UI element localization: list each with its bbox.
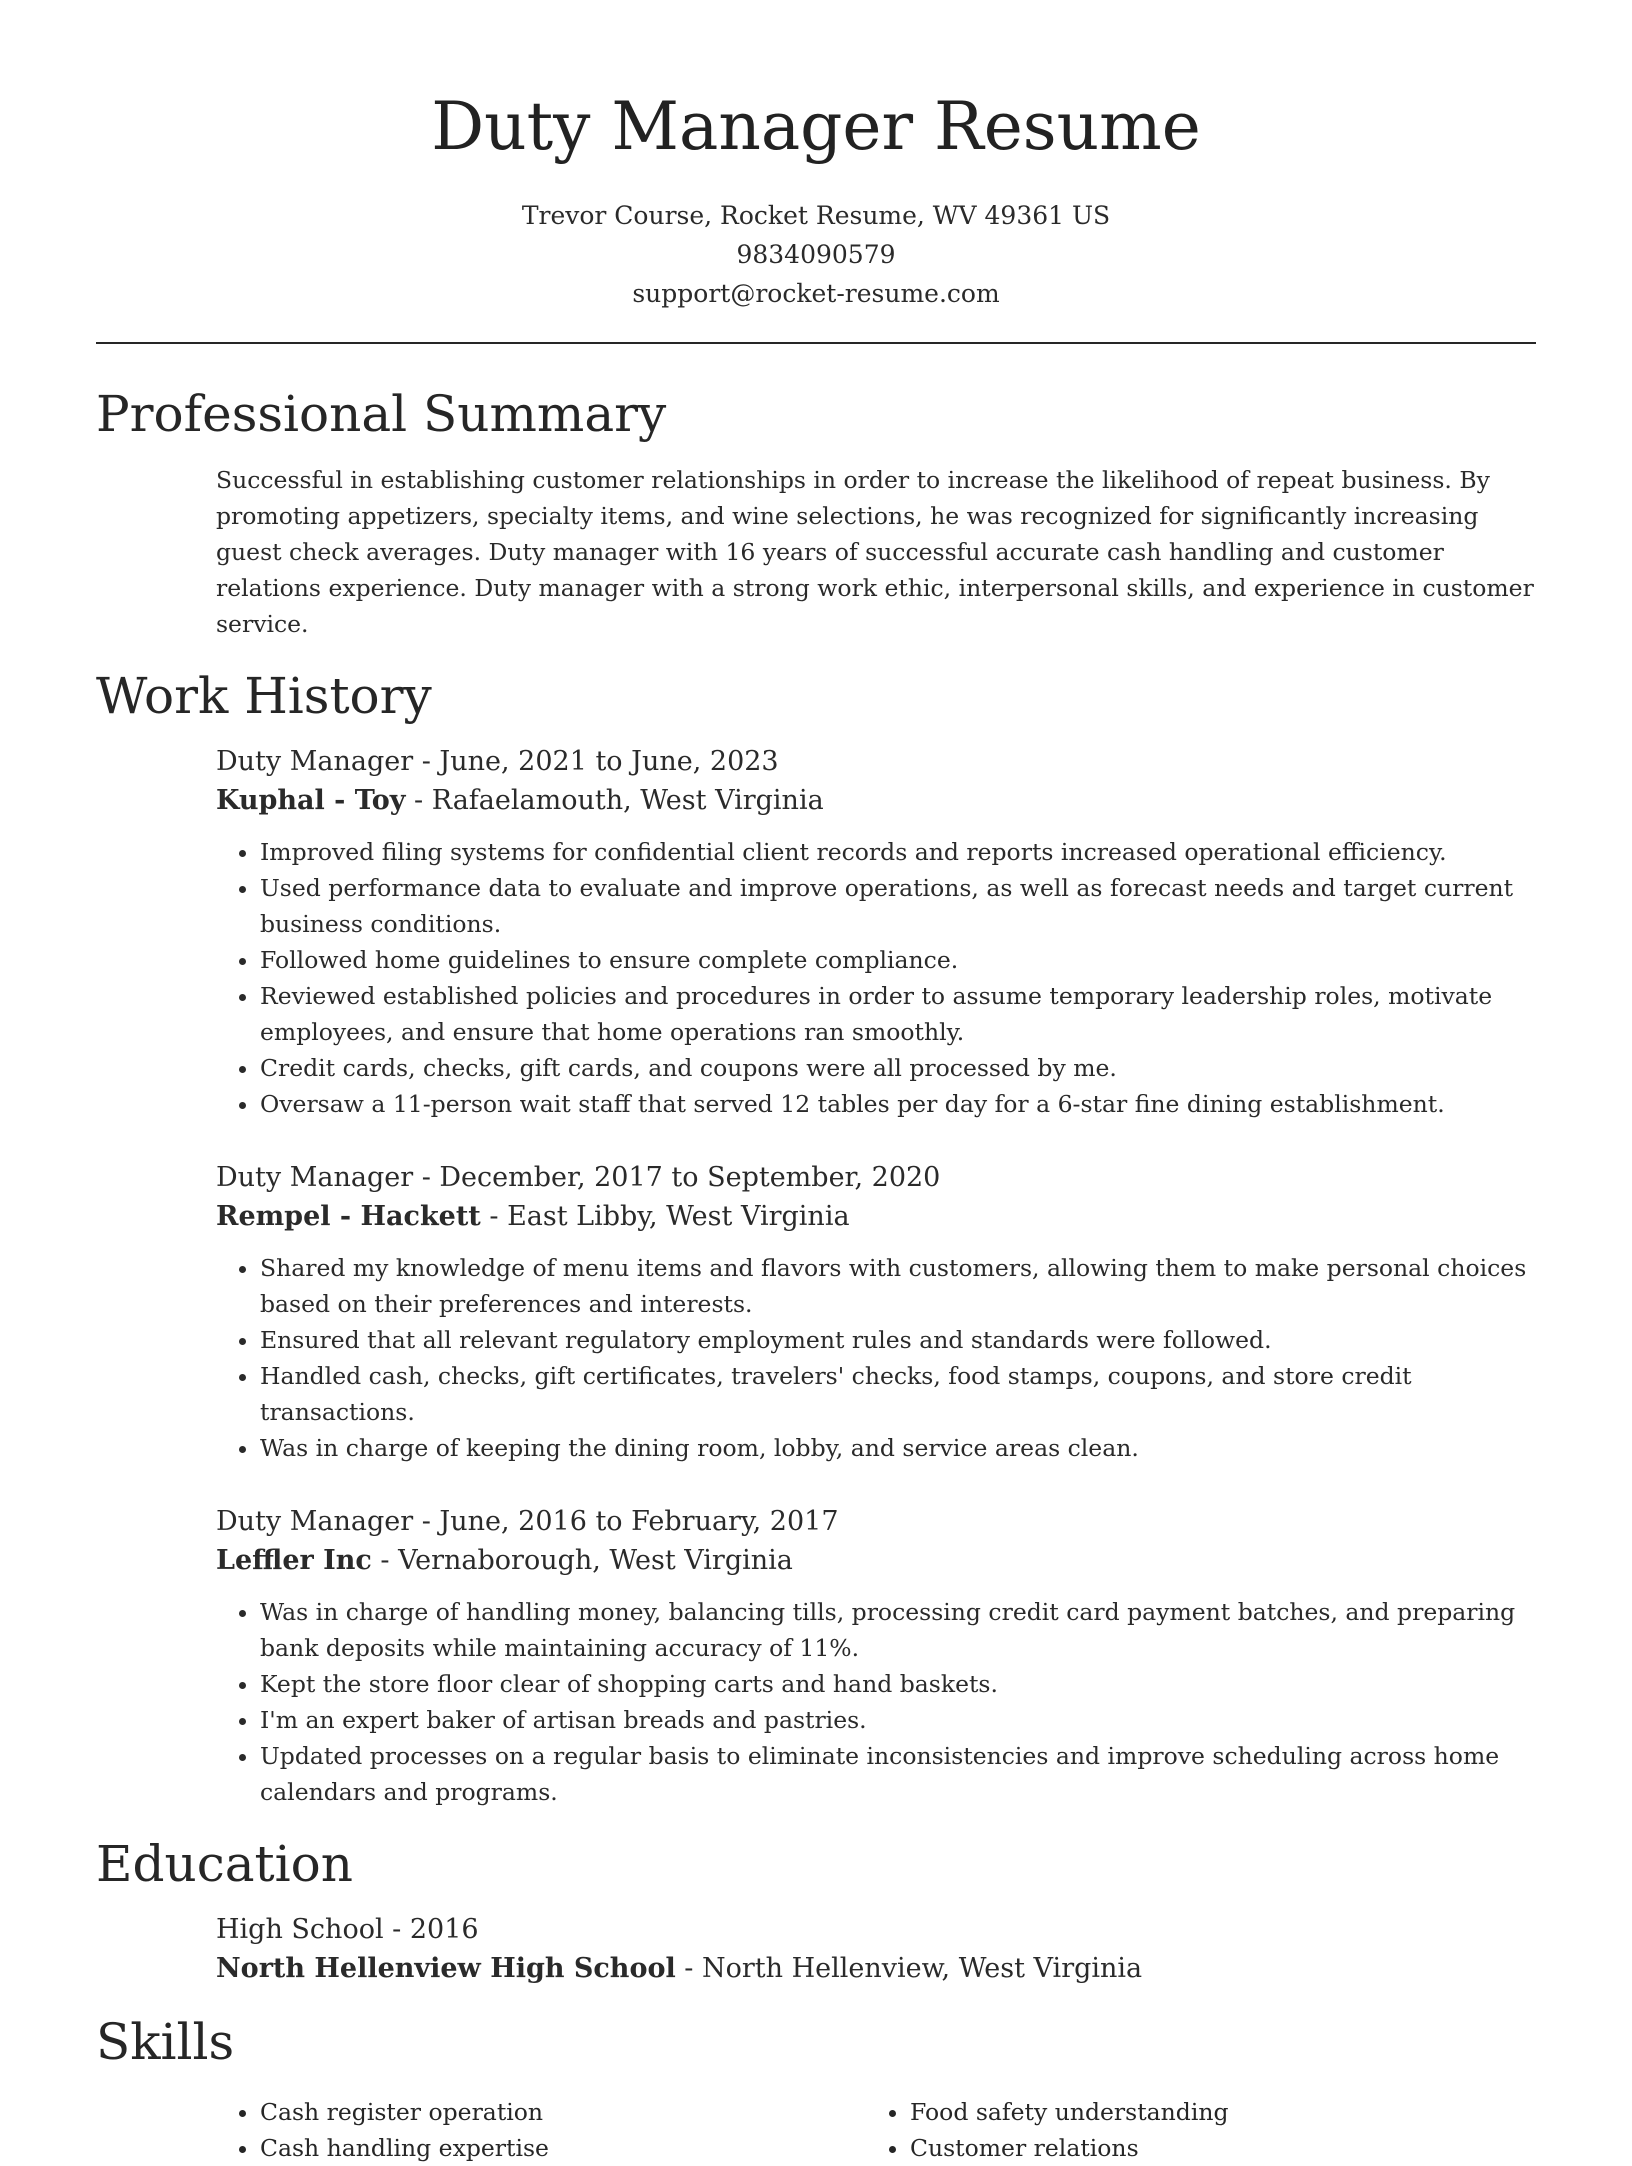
work-history-section	[96, 660, 1536, 1810]
job-bullet: • Ensured that all relevant regulatory employment rules and standards were followed.	[260, 1322, 1536, 1358]
job-bullets	[216, 1250, 1536, 1466]
job-bullet: • Handled cash, checks, gift certificates, travelers' checks, food stamps, coupons, and store credit transactions.	[260, 1358, 1536, 1430]
education-heading: Education	[96, 1835, 353, 1893]
summary-heading: Professional Summary	[96, 385, 667, 443]
job-title: Duty Manager	[216, 1162, 414, 1193]
job-dates: - June, 2016 to February, 2017	[413, 1506, 839, 1537]
job-bullets	[216, 834, 1536, 1122]
resume-title: Duty Manager Resume	[431, 88, 1201, 165]
job-company: Leffler Inc	[216, 1545, 372, 1576]
skill-item: • Food safety understanding	[910, 2094, 1516, 2130]
job-location: - East Libby, West Virginia	[480, 1201, 850, 1232]
job-bullets	[216, 1594, 1536, 1810]
job-location: - Rafaelamouth, West Virginia	[405, 785, 824, 816]
job-bullet: • Used performance data to evaluate and improve operations, as well as forecast needs and target current business conditions.	[260, 870, 1536, 942]
header-divider	[96, 342, 1536, 344]
job-bullet: • Improved filing systems for confidential client records and reports increased operational efficiency.	[260, 834, 1536, 870]
education-year: - 2016	[383, 1914, 479, 1945]
education-school-line	[216, 1949, 1536, 1988]
contact-block	[0, 196, 1632, 313]
skill-item: • Customer relations	[910, 2130, 1516, 2166]
job-company-line	[216, 781, 1536, 820]
skill-item: • Cash handling expertise	[260, 2130, 866, 2166]
job-title-line	[216, 1502, 1536, 1541]
job-dates: - December, 2017 to September, 2020	[413, 1162, 941, 1193]
job-company: Rempel - Hackett	[216, 1201, 481, 1232]
resume-content	[96, 378, 1536, 2166]
job-bullet: • Oversaw a 11-person wait staff that served 12 tables per day for a 6-star fine dining establishment.	[260, 1086, 1536, 1122]
summary-text: Successful in establishing customer relationships in order to increase the likelihood of repeat business. By promoting appetizers, specialty items, and wine selections, he was recognized for significantly increasing guest check averages. Duty manager with 16 years of successful accurate cash handling and customer relations experience. Duty manager with a strong work ethic, interpersonal skills, and experience in customer service.	[216, 466, 1534, 638]
job-company: Kuphal - Toy	[216, 785, 406, 816]
skills-heading: Skills	[96, 2013, 235, 2071]
job-bullet: • Followed home guidelines to ensure complete compliance.	[260, 942, 1536, 978]
job-company-line	[216, 1541, 1536, 1580]
resume-header	[0, 0, 1632, 313]
summary-section	[96, 378, 1536, 642]
job-dates: - June, 2021 to June, 2023	[413, 746, 779, 777]
job-bullet: • Updated processes on a regular basis to eliminate inconsistencies and improve scheduling across home calendars and programs.	[260, 1738, 1536, 1810]
job-entry	[216, 1158, 1536, 1466]
job-entry	[216, 1502, 1536, 1810]
job-bullet: • I'm an expert baker of artisan breads and pastries.	[260, 1702, 1536, 1738]
job-bullet: • Kept the store floor clear of shopping carts and hand baskets.	[260, 1666, 1536, 1702]
job-bullet: • Shared my knowledge of menu items and flavors with customers, allowing them to make personal choices based on their preferences and interests.	[260, 1250, 1536, 1322]
job-title: Duty Manager	[216, 1506, 414, 1537]
job-bullet: • Credit cards, checks, gift cards, and coupons were all processed by me.	[260, 1050, 1536, 1086]
skills-column-right	[866, 2094, 1516, 2166]
education-school: North Hellenview High School	[216, 1953, 676, 1984]
job-bullet: • Was in charge of handling money, balancing tills, processing credit card payment batches, and preparing bank deposits while maintaining accuracy of 11%.	[260, 1594, 1536, 1666]
education-degree-line	[216, 1910, 1536, 1949]
job-location: - Vernaborough, West Virginia	[371, 1545, 793, 1576]
job-title: Duty Manager	[216, 746, 414, 777]
job-company-line	[216, 1197, 1536, 1236]
job-entry	[216, 742, 1536, 1122]
job-bullet: • Was in charge of keeping the dining room, lobby, and service areas clean.	[260, 1430, 1536, 1466]
education-section	[96, 1828, 1536, 1988]
skills-section	[96, 2006, 1536, 2166]
job-title-line	[216, 1158, 1536, 1197]
skills-column-left	[216, 2094, 866, 2166]
education-degree: High School	[216, 1914, 384, 1945]
skills-list	[216, 2094, 1536, 2166]
work-history-heading: Work History	[96, 667, 432, 725]
job-bullet: • Reviewed established policies and procedures in order to assume temporary leadership roles, motivate employees, and ensure that home operations ran smoothly.	[260, 978, 1536, 1050]
contact-email: support@rocket-resume.com	[632, 279, 1000, 308]
education-location: - North Hellenview, West Virginia	[675, 1953, 1143, 1984]
contact-phone: 9834090579	[736, 240, 896, 269]
job-title-line	[216, 742, 1536, 781]
contact-address: Trevor Course, Rocket Resume, WV 49361 US	[521, 201, 1111, 230]
skill-item: • Cash register operation	[260, 2094, 866, 2130]
education-entry	[216, 1910, 1536, 1988]
